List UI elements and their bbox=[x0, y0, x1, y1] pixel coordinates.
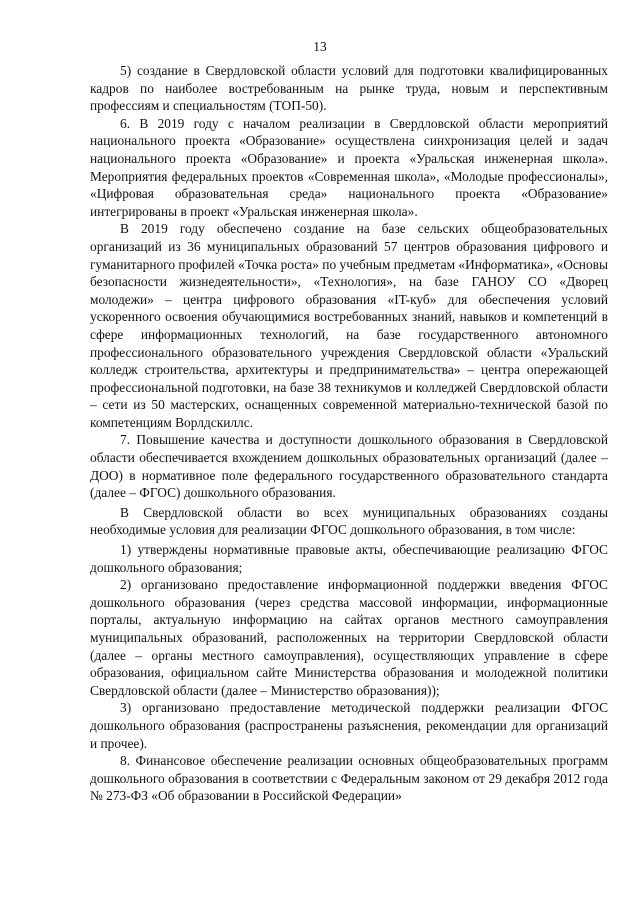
document-body bbox=[90, 62, 608, 805]
paragraph-6-national-project: 6. В 2019 году с началом реализации в Свердловской области мероприятий национального проекта «Образование» осуществлена синхронизация целей и задач национального проекта «Образование» и проекта «Уральская инженерная школа». Мероприятия федеральных проектов «Современная школа», «Молодые профессионалы», «Цифровая образовательная среда» национального проекта «Образование» интегрированы в проект «Уральская инженерная школа». bbox=[90, 115, 608, 219]
paragraph-fgos-conditions: В Свердловской области во всех муниципальных образованиях созданы необходимые условия для реализации ФГОС дошкольного образования, в том числе: bbox=[90, 504, 608, 538]
paragraph-growth-points: В 2019 году обеспечено создание на базе сельских общеобразовательных организаций из 36 муниципальных образований 57 центров образования цифрового и гуманитарного профилей «Точка роста» по учебным предметам «Информатика», «Основы безопасности жизнедеятельности», «Технология», на базе ГАНОУ СО «Дворец молодежи» – центра цифрового образования «IT-куб» для обеспечения условий ускоренного освоения обучающимися востребованных знаний, навыков и компетенций в сфере информационных технологий, на базе государственного автономного профессионального образовательного учреждения Свердловской области «Уральский колледж строительства, архитектуры и предпринимательства» – центра опережающей профессиональной подготовки, на базе 38 техникумов и колледжей Свердловской области – сети из 50 мастерских, оснащенных современной материально-технической базой по компетенциям Ворлдскиллс. bbox=[90, 221, 608, 430]
paragraph-7-preschool-quality: 7. Повышение качества и доступности дошкольного образования в Свердловской области обеспечивается вхождением дошкольных образовательных организаций (далее – ДОО) в нормативное поле федерального государственного образовательного стандарта (далее – ФГОС) дошкольного образования. bbox=[90, 432, 608, 501]
paragraph-item-5-training: 5) создание в Свердловской области условий для подготовки квалифицированных кадров по наиболее востребованным на рынке труда, новым и перспективным профессиям и специальностям (ТОП-50). bbox=[90, 63, 608, 114]
page-number: 13 bbox=[313, 39, 327, 54]
list-item-1-regulations: 1) утверждены нормативные правовые акты, обеспечивающие реализацию ФГОС дошкольного образования; bbox=[90, 542, 608, 575]
list-item-2-information-support: 2) организовано предоставление информационной поддержки введения ФГОС дошкольного образования (через средства массовой информации, информационные порталы, актуальную информацию на сайтах органов местного самоуправления муниципальных образований, расположенных на территории Свердловской области (далее – органы местного самоуправления), осуществляющих управление в сфере образования, официальном сайте Министерства образования и молодежной политики Свердловской области (далее – Министерство образования)); bbox=[90, 577, 608, 698]
paragraph-8-financing: 8. Финансовое обеспечение реализации основных общеобразовательных программ дошкольного образования в соответствии с Федеральным законом от 29 декабря 2012 года № 273-ФЗ «Об образовании в Российской Федерации» bbox=[90, 753, 608, 804]
list-item-3-methodical-support: 3) организовано предоставление методической поддержки реализации ФГОС дошкольного образования (распространены разъяснения, рекомендации для организаций и прочее). bbox=[90, 700, 608, 751]
